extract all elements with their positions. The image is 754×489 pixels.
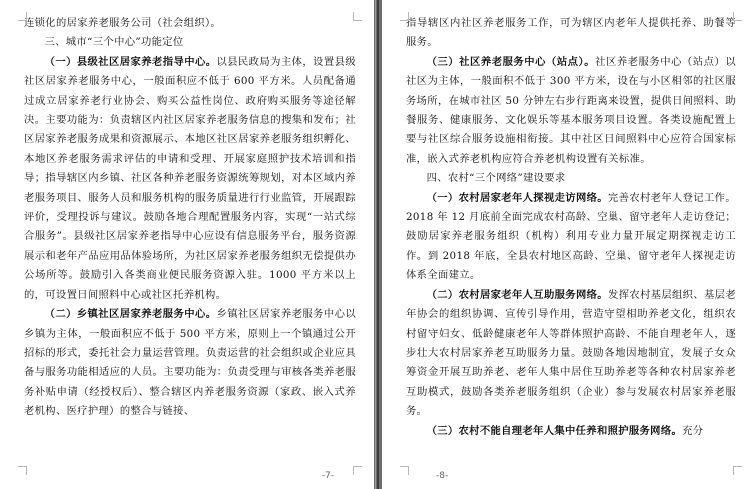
paragraph	[24, 53, 356, 305]
page-corner-mark	[733, 12, 742, 21]
paragraph-bold-lead: （三）农村不能自理老年人集中任养和照护服务网络。	[426, 424, 683, 437]
document-page-right	[382, 0, 754, 489]
section-heading: 四、农村“三个网络”建设要求	[426, 172, 566, 185]
paragraph	[406, 286, 736, 422]
paragraph	[406, 53, 736, 169]
document-page-left	[0, 0, 374, 489]
page-corner-mark	[400, 12, 409, 21]
paragraph-bold-lead: （二）农村居家老年人互助服务网络。	[426, 288, 608, 301]
page-corner-mark	[400, 466, 409, 475]
page-corner-mark	[18, 466, 27, 475]
paragraph-text: 发挥农村基层组织、基层老年协会的组织协调、宣传引导作用，营造守望相助养老文化，组织农村留守妇女、低龄健康老年人等群体照护高龄、不能自理老年人，逐步壮大农村居家养老互助服务力量。鼓励各地因地制宜，发展子女众筹资金开展互助养老、老年人集中居住互助养老等各种农村居家养老互助模式，鼓励各类养老服务组织（企业）参与发展农村居家养老服务。	[406, 288, 736, 418]
paragraph: 指导辖区内社区养老服务工作，可为辖区内老年人提供托养、助餐等服务。	[406, 17, 736, 49]
paragraph	[406, 422, 736, 441]
page-number: -8-	[436, 471, 449, 481]
page-number: -7-	[321, 471, 334, 481]
paragraph-text: 以县民政局为主体，设置县级社区居家养老服务中心，一般面积应不低于 600 平方米。人员配备通过成立居家养老行业协会、购买公益性岗位、政府购买服务等途径解决。主要功能为：负责辖区内社区居家养老服务信息的搜集和发布；社区居家养老服务成果和资源展示、本地区社区居家养老服务组织孵化、本地区养老服务需求评估的申请和受理、开展家庭照护技术培训和指导；指导辖区内乡镇、社区各种养老服务资源统筹规划，对本区域内养老服务项目、服务人员和服务机构的服务质量进行行业监管，开展跟踪评价，受理投诉与建议。鼓励各地合理配置服务内容，实现“一站式综合服务”。县级社区居家养老指导中心应设有信息服务平台，服务资源展示和老年产品应用品体验场所，为社区居家养老服务组织无偿提供办公场所等。鼓励引入各类商业便民服务资源入驻。1000 平方米以上的，可设置日间照料中心或社区托养机构。	[24, 55, 356, 301]
page-corner-mark	[18, 12, 27, 21]
paragraph-text: 完善农村老年人登记工作。2018 年 12 月底前全面完成农村高龄、空巢、留守老年人走访登记；鼓励居家养老服务组织（机构）利用专业力量开展定期探视走访工作。到 2018 年底，全县农村地区高龄、空巢、留守老年人探视走访体系全面建立。	[406, 191, 736, 282]
paragraph-bold-lead: （二）乡镇社区居家养老服务中心。	[44, 308, 217, 321]
page-corner-mark	[353, 12, 362, 21]
paragraph	[24, 305, 356, 421]
paragraph-bold-lead: （一）县级社区居家养老指导中心。	[44, 55, 217, 68]
paragraph: 连锁化的居家养老服务公司（社会组织）。	[24, 17, 222, 29]
paragraph-text: 乡镇社区居家养老服务中心以乡镇为主体，一般面积应不低于 500 平方米，原则上一个镇通过公开招标的形式，委托社会力量运营管理。负责运营的社会组织或企业应具备与服务功能相适应的人员。主要功能为：负责受理与审核各类养老服务补贴申请（经授权后）、整合辖区内养老服务资源（家政、嵌入式养老机构、医疗护理）的整合与链接、	[24, 308, 356, 418]
section-heading: 三、城市“三个中心”功能定位	[44, 36, 184, 49]
page-corner-mark	[353, 466, 362, 475]
paragraph-bold-lead: （一）农村居家老年人探视走访网络。	[426, 191, 608, 204]
page-corner-mark	[733, 466, 742, 475]
paragraph-text: 充分	[682, 424, 704, 437]
page-divider	[374, 0, 382, 489]
paragraph	[406, 189, 736, 286]
paragraph-text: 社区养老服务中心（站点）以社区为主体，一般面积不低于 300 平方米，设在与小区相邻的社区服务场所，在城市社区 50 分钟左右步行距离来设置，提供日间照料、助餐服务、健康服务、文化娱乐等基本服务项目设置。各类设施配置上要与社区综合服务设施相衔接。其中社区日间照料中心应符合国家标准，嵌入式养老机构应符合养老机构设置有关标准。	[406, 55, 736, 165]
paragraph-bold-lead: （三）社区养老服务中心（站点）。	[426, 55, 596, 68]
